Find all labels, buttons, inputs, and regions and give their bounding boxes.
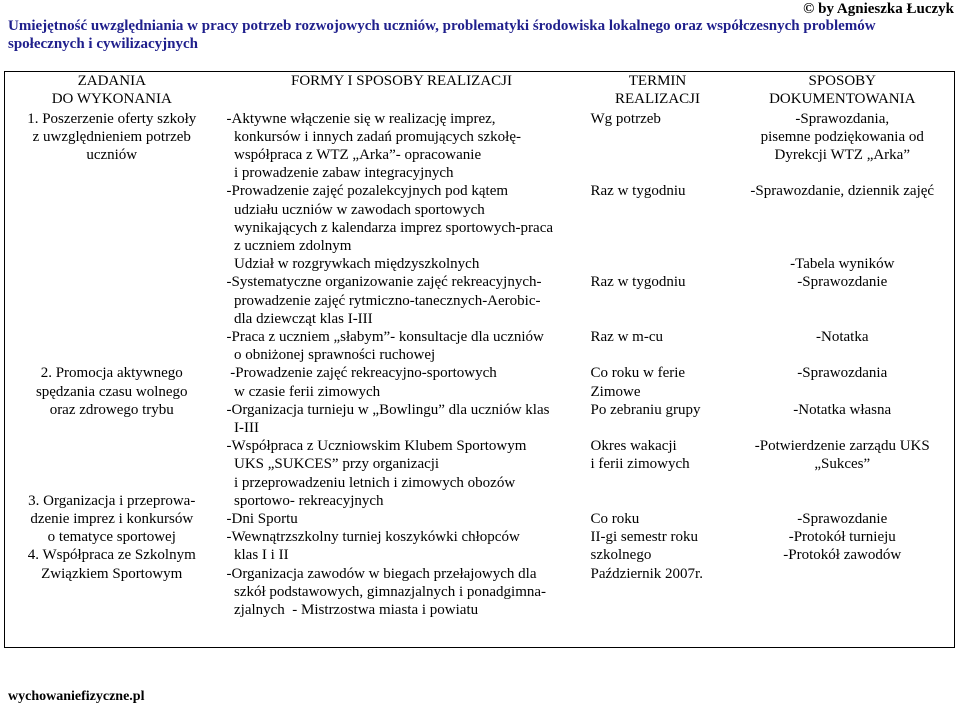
termin-line	[591, 492, 731, 510]
termin-line	[591, 237, 731, 255]
termin-line	[591, 201, 731, 219]
termin-line: Co roku w ferie	[590, 365, 686, 382]
header-zadania-line-1: ZADANIA	[77, 73, 146, 89]
sposoby-line: -Notatka własna	[793, 401, 892, 418]
zadania-line	[5, 455, 219, 473]
zadania-line: oraz zdrowego trybu	[49, 401, 174, 418]
zadania-line: z uwzględnieniem potrzeb	[32, 128, 191, 145]
termin-line: Raz w m-cu	[590, 328, 663, 345]
header-row	[5, 72, 955, 110]
formy-line: -Współpraca z Uczniowskim Klubem Sportowym	[226, 438, 527, 455]
zadania-line	[5, 419, 219, 437]
formy-line: współpraca z WTZ „Arka”- opracowanie	[226, 146, 482, 163]
formy-line: w czasie ferii zimowych	[226, 383, 381, 400]
sposoby-line	[731, 346, 955, 364]
formy-line: o obniżonej sprawności ruchowej	[226, 347, 436, 364]
formy-line: i przeprowadzeniu letnich i zimowych obozów	[226, 474, 516, 491]
termin-line	[591, 219, 731, 237]
sposoby-column	[731, 110, 955, 648]
header-zadania	[5, 72, 219, 110]
zadania-line	[5, 273, 219, 291]
header-termin	[585, 72, 731, 110]
footer-site-name: wychowaniefizyczne.pl	[8, 689, 145, 704]
content-row	[5, 110, 955, 648]
zadania-line: spędzania czasu wolnego	[35, 383, 188, 400]
termin-line: Zimowe	[590, 383, 641, 400]
formy-line: I-III	[226, 419, 259, 436]
termin-line	[591, 146, 731, 164]
formy-line: UKS „SUKCES” przy organizacji	[226, 456, 440, 473]
zadania-line: 1. Poszerzenie oferty szkoły	[27, 110, 197, 127]
sposoby-line	[731, 492, 955, 510]
sposoby-line: -Sprawozdanie, dziennik zajęć	[750, 183, 935, 200]
formy-cell	[219, 110, 585, 648]
zadania-line: o tematyce sportowej	[47, 529, 176, 546]
sposoby-line: -Tabela wyników	[790, 256, 895, 273]
sposoby-cell	[731, 110, 955, 648]
formy-line: -Dni Sportu	[226, 510, 298, 527]
sposoby-line: -Sprawozdania,	[795, 110, 890, 127]
termin-line: szkolnego	[590, 547, 652, 564]
sposoby-line: -Sprawozdanie	[797, 510, 888, 527]
sposoby-line: -Notatka	[816, 328, 869, 345]
termin-column	[585, 110, 731, 648]
sposoby-line: -Potwierdzenie zarządu UKS	[754, 438, 930, 455]
termin-line: Październik 2007r.	[590, 565, 703, 582]
sposoby-line: -Sprawozdania	[797, 365, 888, 382]
formy-line: i prowadzenie zabaw integracyjnych	[226, 165, 454, 182]
formy-line: -Organizacja turnieju w „Bowlingu” dla uczniów klas	[226, 401, 550, 418]
zadania-line	[5, 219, 219, 237]
sposoby-line	[731, 310, 955, 328]
termin-line	[591, 474, 731, 492]
formy-line: -Wewnątrzszkolny turniej koszykówki chłopców	[226, 529, 520, 546]
termin-line: Raz w tygodniu	[590, 274, 686, 291]
zadania-line	[5, 346, 219, 364]
zadania-line	[5, 474, 219, 492]
termin-line: Po zebraniu grupy	[590, 401, 701, 418]
formy-line: szkół podstawowych, gimnazjalnych i ponadgimna-	[226, 583, 547, 600]
formy-line: -Systematyczne organizowanie zajęć rekreacyjnych-	[226, 274, 542, 291]
sposoby-line: -Protokół turnieju	[788, 529, 896, 546]
header-sposoby-line-1: SPOSOBY	[808, 73, 877, 89]
zadania-line: 4. Współpraca ze Szkolnym	[27, 547, 196, 564]
formy-line: -Praca z uczniem „słabym”- konsultacje dla uczniów	[226, 328, 544, 345]
formy-line: dla dziewcząt klas I-III	[226, 310, 373, 327]
zadania-line: uczniów	[86, 146, 138, 163]
plan-table	[4, 71, 955, 648]
formy-line: konkursów i innych zadań promujących szkołę-	[226, 128, 521, 145]
sposoby-line: „Sukces”	[814, 456, 871, 473]
zadania-line	[5, 437, 219, 455]
formy-line: udziału uczniów w zawodach sportowych	[226, 201, 485, 218]
sposoby-line	[731, 383, 955, 401]
termin-line	[591, 164, 731, 182]
formy-line: prowadzenie zajęć rytmiczno-tanecznych-Aerobic-	[226, 292, 541, 309]
zadania-line	[5, 201, 219, 219]
formy-line: Udział w rozgrywkach międzyszkolnych	[226, 256, 480, 273]
formy-line: klas I i II	[226, 547, 289, 564]
zadania-line: Związkiem Sportowym	[41, 565, 183, 582]
sposoby-line	[731, 419, 955, 437]
termin-line: Okres wakacji	[590, 438, 677, 455]
termin-line	[591, 419, 731, 437]
zadania-line	[5, 255, 219, 273]
sposoby-line	[731, 237, 955, 255]
sposoby-line	[731, 219, 955, 237]
copyright-notice: © by Agnieszka Łuczyk	[803, 1, 954, 17]
formy-line: -Prowadzenie zajęć pozalekcyjnych pod kątem	[226, 183, 509, 200]
formy-line: -Prowadzenie zajęć rekreacyjno-sportowych	[226, 365, 497, 382]
termin-line	[591, 310, 731, 328]
sposoby-line	[731, 292, 955, 310]
header-zadania-line-2: DO WYKONANIA	[51, 91, 172, 108]
termin-line	[591, 255, 731, 273]
formy-line: z uczniem zdolnym	[226, 237, 352, 254]
termin-line: Wg potrzeb	[590, 110, 661, 127]
formy-line: -Aktywne włączenie się w realizację imprez,	[226, 110, 496, 127]
sposoby-line	[731, 164, 955, 182]
zadania-line	[5, 328, 219, 346]
termin-line	[591, 292, 731, 310]
zadania-line: 2. Promocja aktywnego	[40, 365, 183, 382]
header-termin-line-1: TERMIN	[628, 73, 687, 89]
zadania-cell	[5, 110, 219, 648]
termin-line: Raz w tygodniu	[590, 183, 686, 200]
zadania-line: dzenie imprez i konkursów	[30, 510, 194, 527]
sposoby-line	[731, 474, 955, 492]
zadania-column	[5, 110, 219, 648]
zadania-line	[5, 292, 219, 310]
zadania-line	[5, 237, 219, 255]
termin-line: i ferii zimowych	[590, 456, 690, 473]
zadania-line	[5, 310, 219, 328]
header-sposoby	[731, 72, 955, 110]
header-termin-line-2: REALIZACJI	[615, 91, 700, 108]
header-formy	[219, 72, 585, 110]
header-formy-line-1: FORMY I SPOSOBY REALIZACJI	[290, 73, 512, 89]
formy-line: wynikających z kalendarza imprez sportowych-praca	[226, 219, 554, 236]
termin-line	[591, 346, 731, 364]
termin-line: Co roku	[590, 510, 640, 527]
formy-column	[219, 110, 585, 648]
termin-line: II-gi semestr roku	[590, 529, 698, 546]
sposoby-line: Dyrekcji WTZ „Arka”	[774, 146, 910, 163]
zadania-line	[5, 164, 219, 182]
termin-cell	[585, 110, 731, 648]
sposoby-line: -Protokół zawodów	[783, 547, 902, 564]
page-title: Umiejętność uwzględniania w pracy potrzeb rozwojowych uczniów, problematyki środowiska lokalnego oraz współczesnych problemów społecznych i cywilizacyjnych	[8, 18, 876, 52]
sposoby-line: -Sprawozdanie	[797, 274, 888, 291]
termin-line	[591, 128, 731, 146]
sposoby-line	[731, 201, 955, 219]
zadania-line	[5, 182, 219, 200]
zadania-line: 3. Organizacja i przeprowa-	[28, 492, 196, 509]
formy-line: -Organizacja zawodów w biegach przełajowych dla	[226, 565, 537, 582]
formy-line: sportowo- rekreacyjnych	[226, 492, 384, 509]
sposoby-line: pisemne podziękowania od	[760, 128, 924, 145]
header-sposoby-line-2: DOKUMENTOWANIA	[769, 91, 916, 108]
formy-line: zjalnych - Mistrzostwa miasta i powiatu	[226, 601, 479, 618]
